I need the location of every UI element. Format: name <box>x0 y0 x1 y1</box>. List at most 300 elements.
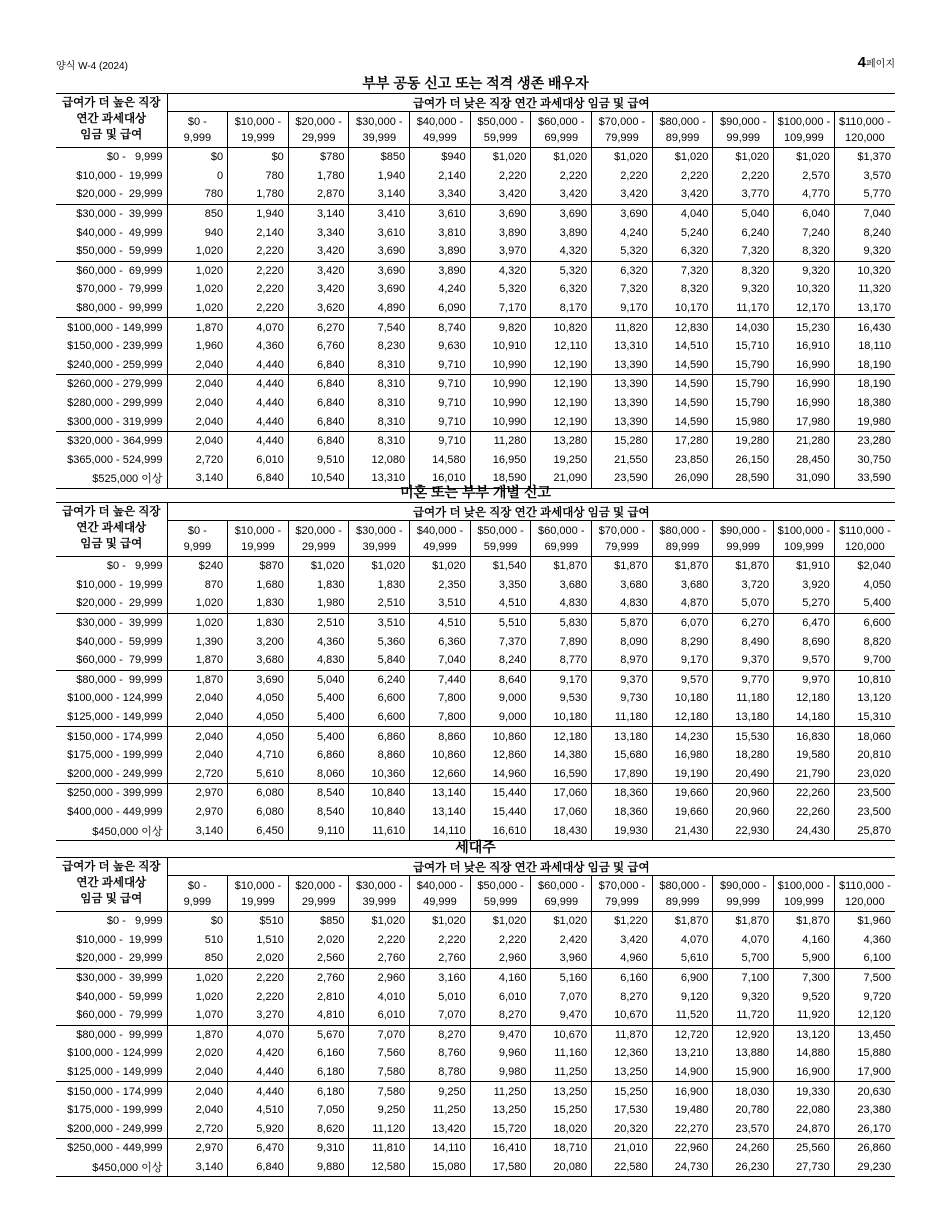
table-cell: 18,190 <box>857 378 892 391</box>
table-cell: $850 <box>288 912 349 931</box>
table-cell: 3,140 <box>167 821 228 840</box>
column-header <box>592 112 653 148</box>
table-cell: 5,040 <box>288 670 349 689</box>
column-header-line: $30,000 - <box>356 524 403 537</box>
column-header <box>167 521 228 557</box>
table-cell: 850 <box>167 204 228 223</box>
table-cell: 4,960 <box>592 949 653 968</box>
table-cell: 11,160 <box>531 1044 592 1063</box>
table-cell: 3,410 <box>349 204 410 223</box>
table-cell: 16,980 <box>652 746 713 765</box>
table-cell: 17,580 <box>470 1158 531 1177</box>
row-label: $150,000 - 239,999 <box>56 337 167 356</box>
table-cell: 1,870 <box>167 318 228 337</box>
table-cell: 23,500 <box>857 787 892 800</box>
column-header-line: 99,999 <box>726 131 761 144</box>
column-header-line: 89,999 <box>665 895 700 908</box>
column-header-line: 59,999 <box>483 540 518 553</box>
table-cell: 4,510 <box>410 613 471 632</box>
row-label: $260,000 - 279,999 <box>56 375 167 394</box>
table-cell: 2,220 <box>228 299 289 318</box>
column-header-line: 39,999 <box>362 131 397 144</box>
table-cell: 18,190 <box>834 356 895 375</box>
table-cell: 9,320 <box>713 280 774 299</box>
table-cell: 10,670 <box>592 1006 653 1025</box>
table-cell: 13,120 <box>774 1025 835 1044</box>
table-cell: 19,660 <box>652 784 713 803</box>
column-header-line: 9,999 <box>183 895 212 908</box>
table-cell: 20,080 <box>531 1158 592 1177</box>
column-header <box>592 876 653 912</box>
table-cell: 9,320 <box>834 242 895 261</box>
table-cell: 8,310 <box>349 431 410 450</box>
table-cell: 5,400 <box>288 708 349 727</box>
column-header-line: $50,000 - <box>477 115 524 128</box>
table-cell: 11,180 <box>713 689 774 708</box>
table-cell: 7,540 <box>349 318 410 337</box>
column-header <box>470 876 531 912</box>
table-married-filing-jointly <box>56 74 895 489</box>
table-cell: 2,510 <box>288 613 349 632</box>
table-row <box>56 431 895 450</box>
table-cell: 4,440 <box>228 375 289 394</box>
table-cell: 4,510 <box>228 1101 289 1120</box>
table-cell: 3,610 <box>410 204 471 223</box>
table-cell: 11,250 <box>410 1101 471 1120</box>
table-cell: 4,440 <box>228 412 289 431</box>
table-cell: 510 <box>167 931 228 950</box>
table-cell: 5,610 <box>228 765 289 784</box>
table-cell: 3,690 <box>470 204 531 223</box>
table-cell: 9,630 <box>410 337 471 356</box>
column-header-line: 19,999 <box>241 540 275 553</box>
table-cell: 13,140 <box>410 784 471 803</box>
table-cell: 18,360 <box>592 784 653 803</box>
table-cell: $1,870 <box>592 557 653 576</box>
table-cell: 16,910 <box>774 337 835 356</box>
table-row <box>56 1120 895 1139</box>
table-cell: 13,450 <box>857 1028 892 1041</box>
table-cell: 9,170 <box>652 651 713 670</box>
page-header <box>56 56 895 74</box>
table-cell: 7,320 <box>713 242 774 261</box>
table-cell: 11,120 <box>349 1120 410 1139</box>
table-cell: 15,790 <box>713 394 774 413</box>
table-cell: 5,320 <box>470 280 531 299</box>
table-cell: 7,500 <box>863 972 892 985</box>
table-cell: 8,310 <box>349 356 410 375</box>
table-cell: 0 <box>167 167 228 186</box>
table-cell: 9,000 <box>470 689 531 708</box>
table-cell: 10,990 <box>470 394 531 413</box>
table-row <box>56 968 895 987</box>
column-header-line: $30,000 - <box>356 879 403 892</box>
table-cell: 2,220 <box>228 242 289 261</box>
table-cell: 6,010 <box>228 451 289 470</box>
row-label: $40,000 - 49,999 <box>56 223 167 242</box>
table-cell: 4,440 <box>228 356 289 375</box>
table-cell: 4,070 <box>228 1025 289 1044</box>
column-header-line: 120,000 <box>844 895 885 908</box>
table-cell: 6,070 <box>652 613 713 632</box>
table-cell: 3,690 <box>531 204 592 223</box>
table-cell: 2,020 <box>167 1044 228 1063</box>
column-header <box>774 112 835 148</box>
row-label: $320,000 - 364,999 <box>56 431 167 450</box>
table-cell: 3,420 <box>531 185 592 204</box>
table-cell: 18,280 <box>713 746 774 765</box>
table-cell: 3,810 <box>410 223 471 242</box>
table-cell: 22,580 <box>592 1158 653 1177</box>
table-cell: 9,310 <box>288 1139 349 1158</box>
table-cell: 14,590 <box>652 394 713 413</box>
column-header-line: $40,000 - <box>416 879 464 892</box>
table-cell: 23,380 <box>857 1104 892 1117</box>
withholding-table <box>56 503 895 841</box>
table-cell: 19,930 <box>592 821 653 840</box>
table-cell: 2,040 <box>167 375 228 394</box>
row-label: $175,000 - 199,999 <box>56 1101 167 1120</box>
column-header <box>531 521 592 557</box>
table-cell: 10,670 <box>531 1025 592 1044</box>
column-header <box>228 112 289 148</box>
column-header <box>167 876 228 912</box>
section-title: 세대주 <box>56 838 895 858</box>
table-cell: 10,180 <box>652 689 713 708</box>
table-cell: 20,810 <box>857 749 892 762</box>
table-cell: 5,670 <box>288 1025 349 1044</box>
table-cell: 4,050 <box>228 727 289 746</box>
table-cell: $1,020 <box>774 148 835 167</box>
row-label: $80,000 - 99,999 <box>56 1025 167 1044</box>
table-cell: 16,990 <box>774 394 835 413</box>
table-cell: 19,280 <box>713 431 774 450</box>
table-cell: 7,050 <box>288 1101 349 1120</box>
column-header-line: 49,999 <box>423 540 457 553</box>
column-header-line: $110,000 - <box>838 115 891 128</box>
table-cell: 9,730 <box>592 689 653 708</box>
table-cell: 6,040 <box>774 204 835 223</box>
table-cell: 6,600 <box>349 689 410 708</box>
row-label: $525,000 이상 <box>56 469 167 488</box>
table-cell: 1,020 <box>167 261 228 280</box>
table-row <box>56 1044 895 1063</box>
table-head-of-household <box>56 838 895 1177</box>
table-cell: 4,830 <box>592 594 653 613</box>
row-label: $400,000 - 449,999 <box>56 803 167 822</box>
table-cell: 2,040 <box>167 356 228 375</box>
row-label: $60,000 - 79,999 <box>56 1006 167 1025</box>
column-header <box>288 876 349 912</box>
table-cell: 20,780 <box>713 1101 774 1120</box>
table-cell: 2,970 <box>167 1139 228 1158</box>
table-cell: 12,720 <box>652 1025 713 1044</box>
withholding-table <box>56 94 895 489</box>
table-cell: 14,590 <box>652 375 713 394</box>
column-header <box>288 521 349 557</box>
table-cell: 2,220 <box>470 931 531 950</box>
table-cell: 15,250 <box>531 1101 592 1120</box>
table-row <box>56 670 895 689</box>
table-cell: $240 <box>167 557 228 576</box>
row-label: $30,000 - 39,999 <box>56 613 167 632</box>
table-cell: 9,250 <box>349 1101 410 1120</box>
table-cell: 2,040 <box>167 746 228 765</box>
table-cell: 8,320 <box>774 242 835 261</box>
table-cell: 2,220 <box>228 987 289 1006</box>
table-cell: 20,630 <box>857 1085 892 1098</box>
table-cell: 9,820 <box>470 318 531 337</box>
table-cell: 1,020 <box>167 280 228 299</box>
column-header-line: 29,999 <box>301 131 336 144</box>
higher-job-header <box>56 503 167 557</box>
column-header <box>410 521 471 557</box>
higher-job-header-line: 임금 및 급여 <box>80 129 143 141</box>
table-cell: 15,880 <box>857 1047 892 1060</box>
column-header-line: $110,000 - <box>838 524 891 537</box>
table-cell: 12,120 <box>834 1006 895 1025</box>
table-cell: 6,100 <box>834 949 895 968</box>
table-cell: 10,840 <box>349 784 410 803</box>
table-cell: 15,440 <box>470 784 531 803</box>
row-label: $200,000 - 249,999 <box>56 1120 167 1139</box>
column-header-line: $60,000 - <box>538 115 585 128</box>
table-cell: 5,510 <box>470 613 531 632</box>
table-cell: 1,870 <box>167 670 228 689</box>
table-cell: 9,960 <box>470 1044 531 1063</box>
table-cell: 11,720 <box>713 1006 774 1025</box>
table-cell: 2,970 <box>167 784 228 803</box>
section-title: 부부 공동 신고 또는 적격 생존 배우자 <box>56 74 895 94</box>
table-cell: 2,760 <box>410 949 471 968</box>
table-cell: 9,000 <box>470 708 531 727</box>
table-cell: 19,330 <box>774 1082 835 1101</box>
table-cell: 11,280 <box>470 431 531 450</box>
column-header-line: $20,000 - <box>295 879 342 892</box>
table-cell: 14,110 <box>410 1139 471 1158</box>
table-cell: 5,360 <box>349 632 410 651</box>
row-label: $240,000 - 259,999 <box>56 356 167 375</box>
table-cell: $1,870 <box>774 912 835 931</box>
table-cell: 26,170 <box>834 1120 895 1139</box>
table-cell: $1,870 <box>713 557 774 576</box>
table-cell: 13,280 <box>531 431 592 450</box>
column-header-line: $0 - <box>187 879 207 892</box>
higher-job-header <box>56 94 167 148</box>
table-cell: 2,220 <box>713 167 774 186</box>
table-cell: 2,420 <box>531 931 592 950</box>
table-cell: 2,040 <box>167 1082 228 1101</box>
table-cell: 9,710 <box>410 412 471 431</box>
table-cell: 17,060 <box>531 803 592 822</box>
table-cell: 8,060 <box>288 765 349 784</box>
table-cell: $1,020 <box>531 148 592 167</box>
table-cell: 15,720 <box>470 1120 531 1139</box>
table-cell: 1,980 <box>288 594 349 613</box>
table-cell: 2,140 <box>228 223 289 242</box>
table-cell: 16,830 <box>774 727 835 746</box>
table-cell: 3,510 <box>349 613 410 632</box>
table-cell: 2,220 <box>228 261 289 280</box>
table-cell: $1,020 <box>349 912 410 931</box>
table-cell: 11,810 <box>349 1139 410 1158</box>
table-row <box>56 261 895 280</box>
table-cell: 18,360 <box>592 803 653 822</box>
table-cell: 6,840 <box>288 412 349 431</box>
table-cell: $870 <box>228 557 289 576</box>
table-row <box>56 803 895 822</box>
table-cell: 10,990 <box>470 356 531 375</box>
table-cell: 8,770 <box>531 651 592 670</box>
table-cell: 6,470 <box>774 613 835 632</box>
table-cell: 3,610 <box>349 223 410 242</box>
table-cell: 27,730 <box>774 1158 835 1177</box>
table-cell: 13,180 <box>713 708 774 727</box>
row-label: $20,000 - 29,999 <box>56 949 167 968</box>
higher-job-header-line: 급여가 더 높은 직장 <box>62 861 161 873</box>
column-header-line: $80,000 - <box>659 115 706 128</box>
table-cell: 15,080 <box>410 1158 471 1177</box>
table-cell: 9,470 <box>470 1025 531 1044</box>
column-header <box>410 876 471 912</box>
row-label: $100,000 - 124,999 <box>56 689 167 708</box>
table-cell: 9,320 <box>774 261 835 280</box>
table-cell: 3,420 <box>592 185 653 204</box>
column-header-line: $80,000 - <box>659 879 706 892</box>
table-cell: 2,220 <box>349 931 410 950</box>
column-header-line: 109,999 <box>784 895 824 908</box>
table-row <box>56 280 895 299</box>
table-cell: 3,140 <box>288 204 349 223</box>
column-header <box>228 876 289 912</box>
table-row <box>56 632 895 651</box>
table-cell: 12,190 <box>531 356 592 375</box>
column-header-line: 69,999 <box>544 895 579 908</box>
table-row <box>56 299 895 318</box>
table-cell: 870 <box>167 576 228 595</box>
table-cell: 19,480 <box>652 1101 713 1120</box>
table-cell: 6,180 <box>288 1063 349 1082</box>
table-cell: 17,900 <box>834 1063 895 1082</box>
table-cell: 2,870 <box>288 185 349 204</box>
table-cell: 12,080 <box>349 451 410 470</box>
table-cell: 7,320 <box>592 280 653 299</box>
table-cell: 3,680 <box>531 576 592 595</box>
table-cell: 15,710 <box>713 337 774 356</box>
column-header-line: $110,000 - <box>838 879 891 892</box>
row-label: $20,000 - 29,999 <box>56 594 167 613</box>
table-cell: 7,070 <box>531 987 592 1006</box>
table-row <box>56 784 895 803</box>
table-cell: 13,250 <box>470 1101 531 1120</box>
table-cell: 7,440 <box>410 670 471 689</box>
table-cell: 16,950 <box>470 451 531 470</box>
table-cell: 16,010 <box>410 469 471 488</box>
table-cell: 8,780 <box>410 1063 471 1082</box>
table-cell: 4,240 <box>410 280 471 299</box>
column-header <box>774 876 835 912</box>
row-label: $10,000 - 19,999 <box>56 576 167 595</box>
table-single-or-married-separately <box>56 483 895 841</box>
table-cell: 9,970 <box>774 670 835 689</box>
table-cell: 20,490 <box>713 765 774 784</box>
column-header-line: 9,999 <box>183 540 212 553</box>
row-label: $450,000 이상 <box>56 821 167 840</box>
table-cell: 2,720 <box>167 451 228 470</box>
column-header <box>713 112 774 148</box>
row-label: $100,000 - 124,999 <box>56 1044 167 1063</box>
table-cell: 5,400 <box>288 727 349 746</box>
table-cell: 13,250 <box>592 1063 653 1082</box>
table-cell: 13,170 <box>834 299 895 318</box>
higher-job-header-line: 임금 및 급여 <box>80 538 143 550</box>
table-cell: 13,120 <box>857 692 892 705</box>
column-header-line: $70,000 - <box>598 879 646 892</box>
table-cell: 13,390 <box>592 412 653 431</box>
column-header-line: 79,999 <box>605 540 639 553</box>
table-cell: 3,690 <box>349 280 410 299</box>
table-cell: 22,270 <box>652 1120 713 1139</box>
table-cell: 2,960 <box>349 968 410 987</box>
higher-job-header-line: 연간 과세대상 <box>76 113 147 125</box>
section-title: 미혼 또는 부부 개별 신고 <box>56 483 895 503</box>
table-cell: 2,140 <box>410 167 471 186</box>
table-cell: 9,710 <box>410 431 471 450</box>
table-cell: 8,230 <box>349 337 410 356</box>
table-cell: 9,980 <box>470 1063 531 1082</box>
table-cell: 3,140 <box>167 469 228 488</box>
table-cell: 13,310 <box>592 337 653 356</box>
table-cell: 2,040 <box>167 708 228 727</box>
table-cell: 6,320 <box>531 280 592 299</box>
table-cell: 21,090 <box>531 469 592 488</box>
table-cell: 11,320 <box>858 283 892 296</box>
table-cell: 3,960 <box>531 949 592 968</box>
table-row <box>56 375 895 394</box>
table-cell: 12,920 <box>713 1025 774 1044</box>
column-header-line: $60,000 - <box>538 879 585 892</box>
table-cell: 10,360 <box>349 765 410 784</box>
table-cell: 4,070 <box>713 931 774 950</box>
table-cell: 3,680 <box>592 576 653 595</box>
table-cell: 26,860 <box>857 1142 892 1155</box>
table-cell: 4,070 <box>652 931 713 950</box>
table-cell: 11,820 <box>592 318 653 337</box>
row-label: $30,000 - 39,999 <box>56 968 167 987</box>
row-label: $300,000 - 319,999 <box>56 412 167 431</box>
table-cell: 9,710 <box>410 394 471 413</box>
column-header-line: $90,000 - <box>719 115 767 128</box>
table-cell: 8,240 <box>863 226 892 239</box>
table-cell: 23,020 <box>834 765 895 784</box>
table-row <box>56 412 895 431</box>
table-cell: 9,170 <box>531 670 592 689</box>
table-cell: 3,420 <box>592 931 653 950</box>
table-cell: 13,420 <box>410 1120 471 1139</box>
table-cell: 11,170 <box>713 299 774 318</box>
row-label: $150,000 - 174,999 <box>56 1082 167 1101</box>
column-header <box>531 876 592 912</box>
table-row <box>56 242 895 261</box>
row-label: $50,000 - 59,999 <box>56 242 167 261</box>
table-cell: 8,690 <box>774 632 835 651</box>
table-row <box>56 613 895 632</box>
table-cell: 8,860 <box>349 746 410 765</box>
table-cell: $1,020 <box>652 148 713 167</box>
column-header-line: 79,999 <box>605 895 639 908</box>
table-cell: 2,220 <box>470 167 531 186</box>
table-cell: 3,200 <box>228 632 289 651</box>
